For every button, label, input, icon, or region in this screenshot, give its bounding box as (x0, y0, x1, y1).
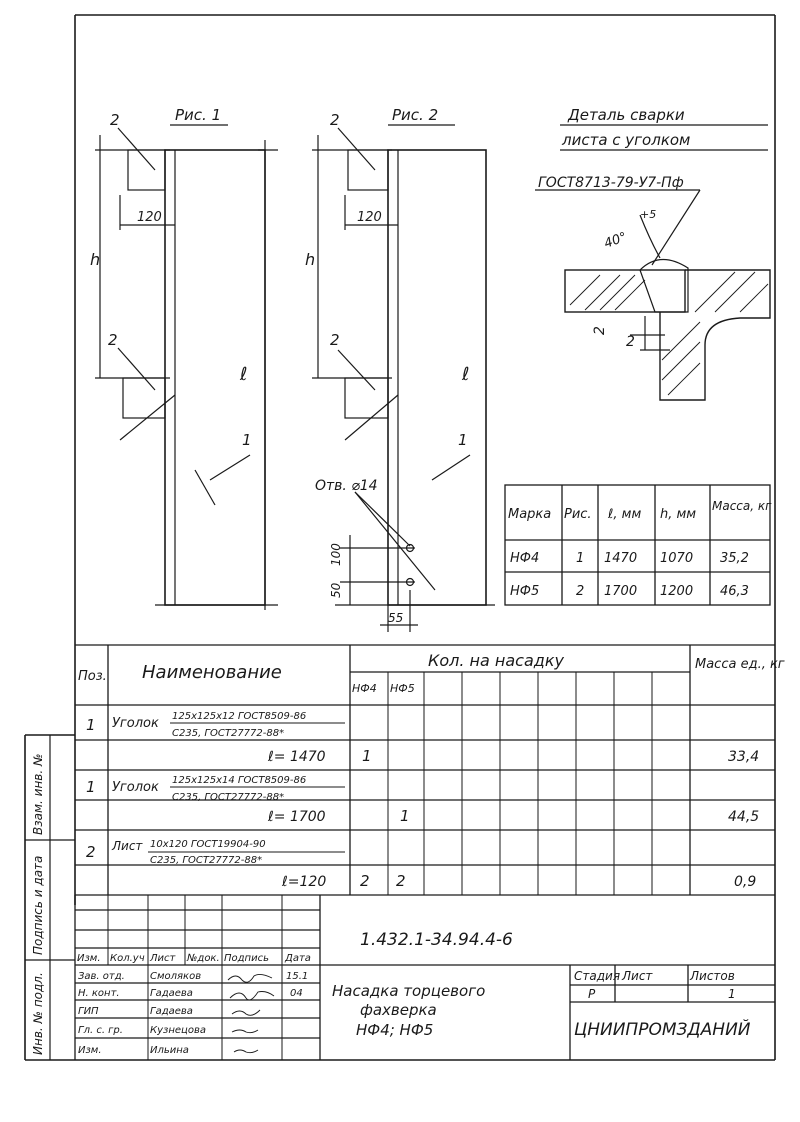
weld-title-line2: листа с уголком (562, 131, 691, 149)
weld-detail (535, 125, 770, 400)
weld-title-line1: Деталь сварки (568, 106, 685, 124)
small-r2-mass: 46,3 (720, 584, 749, 599)
row3-bottom: С235, ГОСТ27772-88* (172, 792, 285, 803)
tb-name-2: Гадаева (150, 988, 193, 999)
fig2-title: Рис. 2 (392, 106, 439, 124)
tb-role-4: Гл. с. гр. (78, 1025, 123, 1036)
tb-role-2: Н. конт. (78, 988, 120, 999)
row6-mass: 0,9 (734, 874, 757, 890)
side-label-3: Инв. № подл. (31, 972, 45, 1055)
spec-col-mass: Масса ед., кг (695, 657, 785, 672)
small-th-l: ℓ, мм (608, 507, 642, 522)
fig1-title: Рис. 1 (175, 106, 222, 124)
fig1-pos1: 1 (242, 431, 252, 449)
small-r2-mark: НФ5 (510, 584, 540, 599)
small-r1-mark: НФ4 (510, 551, 540, 566)
small-th-h: h, мм (660, 507, 697, 522)
row4-mass: 44,5 (728, 809, 760, 825)
row6-len: ℓ=120 (282, 874, 327, 890)
small-r2-fig: 2 (576, 584, 585, 599)
sheet-frame (25, 15, 775, 1060)
sheets-head: Листов (690, 969, 735, 983)
tb-date-1: 15.1 (286, 971, 309, 982)
tb-head-doc: №док. (187, 953, 220, 964)
tb-head-date: Дата (285, 953, 311, 964)
row5-pos: 2 (86, 843, 96, 861)
fig2-pos1: 1 (458, 431, 468, 449)
small-th-fig: Рис. (564, 507, 592, 522)
tb-role-5: Изм. (78, 1045, 102, 1056)
tb-head-list: Лист (150, 953, 176, 964)
row4-q2: 1 (400, 807, 410, 825)
doc-code: 1.432.1-34.94.4-6 (360, 930, 513, 950)
fig2-l-label: ℓ (462, 364, 470, 385)
spec-col-pos: Поз. (78, 669, 107, 684)
fig2-dim-100: 100 (329, 543, 343, 566)
tb-name-1: Смоляков (150, 971, 202, 982)
fig1-pos2-bottom: 2 (108, 331, 118, 349)
sheet-head: Лист (622, 969, 653, 983)
weld-angle: 40° (602, 229, 630, 252)
weld-dim-2a: 2 (592, 326, 608, 335)
side-label-2: Подпись и дата (31, 855, 45, 955)
side-label-1: Взам. инв. № (31, 753, 45, 835)
weld-detail-labels (538, 106, 690, 350)
fig2-pos2-top: 2 (330, 111, 340, 129)
stage-head: Стадия (574, 969, 621, 983)
marks-table-text (508, 499, 772, 599)
row5-name: Лист (112, 839, 143, 853)
small-th-mark: Марка (508, 507, 552, 522)
fig2-hole-label: Отв. ⌀14 (315, 478, 378, 494)
signatures (228, 974, 274, 1052)
tb-role-3: ГИП (78, 1006, 99, 1017)
tb-head-izm: Изм. (77, 953, 101, 964)
row1-bottom: С235, ГОСТ27772-88* (172, 728, 285, 739)
tb-head-kol: Кол.уч (110, 953, 145, 964)
stage-value: Р (588, 987, 596, 1001)
small-r1-l: 1470 (604, 551, 638, 566)
fig1-dim-120: 120 (137, 210, 162, 225)
sheets-value: 1 (728, 987, 736, 1001)
row5-top: 10x120 ГОСТ19904-90 (150, 839, 266, 850)
org-name: ЦНИИПРОМЗДАНИЙ (574, 1020, 751, 1040)
tb-head-sign: Подпись (224, 953, 269, 964)
small-r2-h: 1200 (660, 584, 694, 599)
tb-name-5: Ильина (150, 1045, 189, 1056)
fig1-h-label: h (90, 250, 101, 269)
fig2-dim-55: 55 (388, 611, 404, 625)
spec-col-name: Наименование (142, 662, 282, 683)
row1-pos: 1 (86, 716, 96, 734)
row3-name: Уголок (112, 780, 159, 795)
spec-mark-1: НФ4 (352, 682, 377, 695)
small-th-mass: Масса, кг (712, 499, 772, 513)
row1-top: 125x125x12 ГОСТ8509-86 (172, 711, 307, 722)
figure-1 (95, 106, 278, 610)
tb-name-3: Гадаева (150, 1006, 193, 1017)
weld-angle-tol: +5 (640, 208, 657, 221)
tb-role-1: Зав. отд. (78, 971, 125, 982)
small-r1-mass: 35,2 (720, 551, 749, 566)
fig2-pos2-bottom: 2 (330, 331, 340, 349)
tb-date-2: 04 (290, 988, 303, 999)
row3-top: 125x125x14 ГОСТ8509-86 (172, 775, 307, 786)
row2-len: ℓ= 1470 (268, 749, 326, 765)
sheet-title-1: Насадка торцевого (332, 982, 486, 1000)
sheet-title-3: НФ4; НФ5 (356, 1021, 434, 1039)
small-r1-fig: 1 (576, 551, 585, 566)
side-stamp-text (31, 754, 45, 1055)
title-block-text (77, 930, 751, 1056)
row5-bottom: С235, ГОСТ27772-88* (150, 855, 263, 866)
row6-q2: 2 (396, 872, 406, 890)
spec-col-qty: Кол. на насадку (428, 651, 564, 670)
fig1-l-label: ℓ (240, 364, 248, 385)
small-r2-l: 1700 (604, 584, 638, 599)
row1-name: Уголок (112, 716, 159, 731)
weld-dim-2b: 2 (626, 334, 635, 350)
row3-pos: 1 (86, 778, 96, 796)
row6-q1: 2 (360, 872, 370, 890)
spec-mark-2: НФ5 (390, 682, 415, 695)
row2-q1: 1 (362, 747, 372, 765)
weld-standard: ГОСТ8713-79-У7-Пф (538, 175, 684, 191)
tb-name-4: Кузнецова (150, 1025, 206, 1036)
small-r1-h: 1070 (660, 551, 694, 566)
fig1-pos2-top: 2 (110, 111, 120, 129)
fig2-h-label: h (305, 250, 316, 269)
row2-mass: 33,4 (728, 749, 760, 765)
fig2-dim-120: 120 (357, 210, 382, 225)
sheet-title-2: фахверка (360, 1001, 437, 1019)
fig2-dim-50: 50 (329, 582, 343, 598)
row4-len: ℓ= 1700 (268, 809, 326, 825)
